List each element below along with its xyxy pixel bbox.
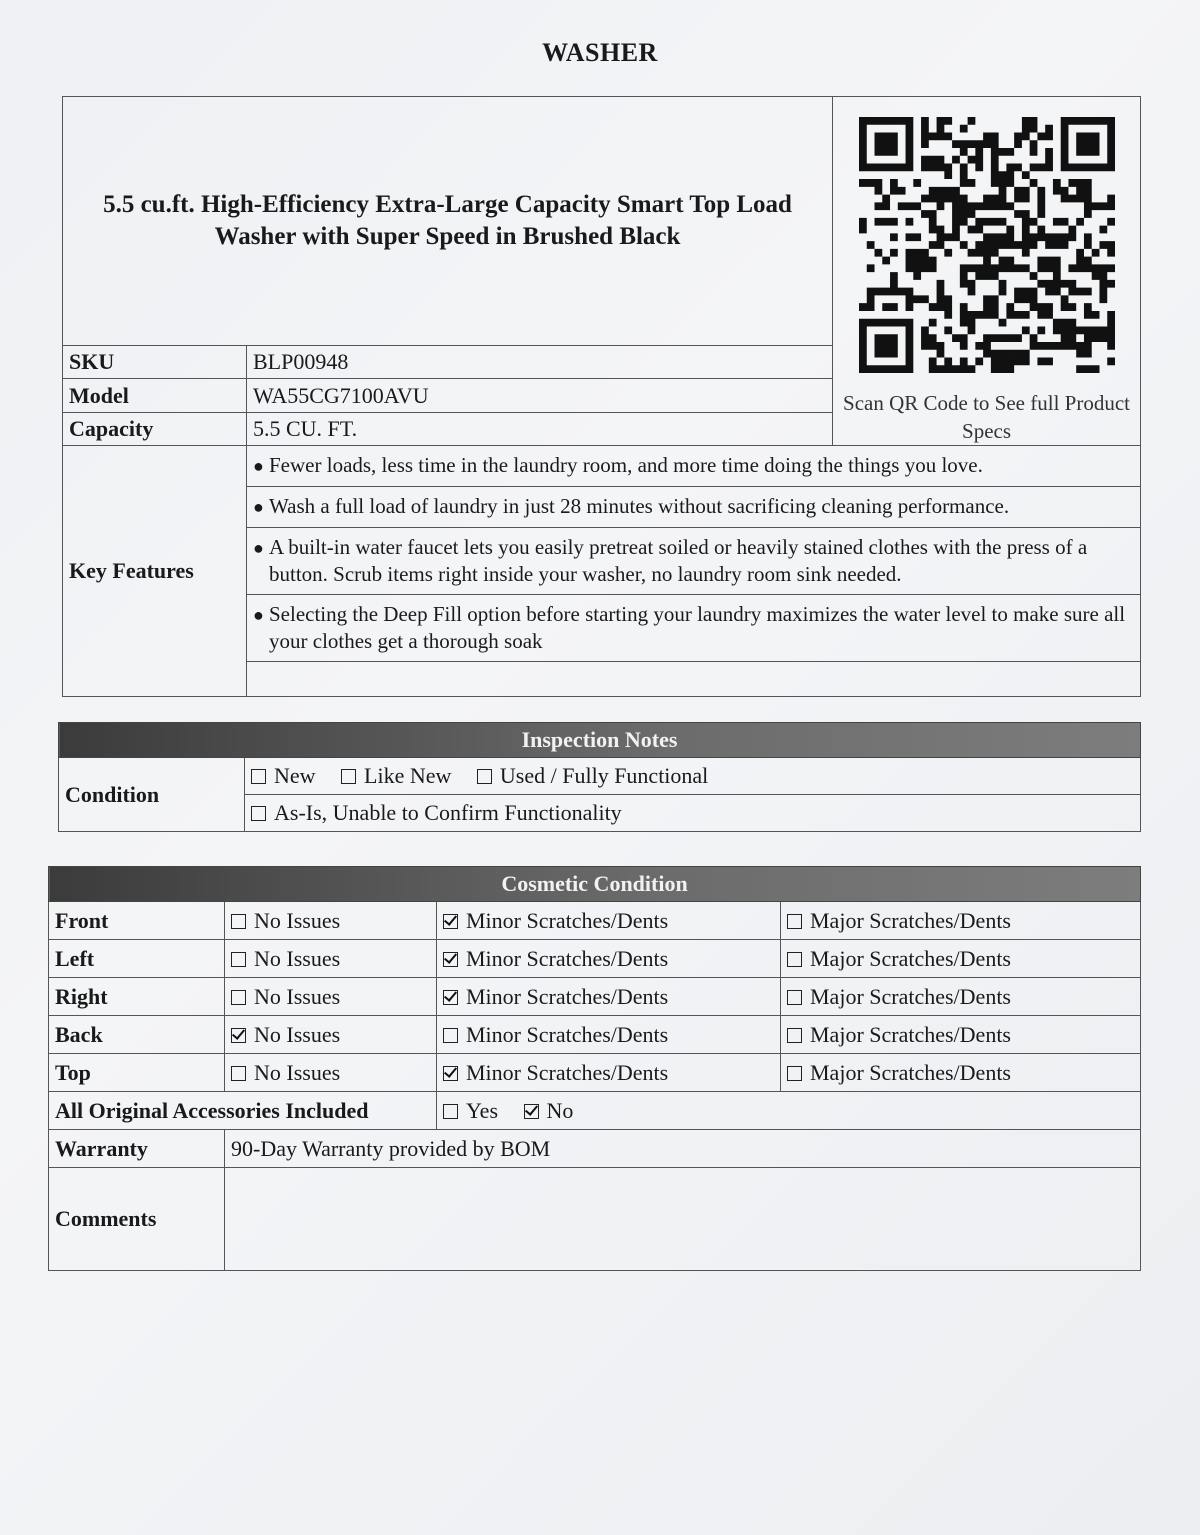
major-scratches-option[interactable]: Major Scratches/Dents: [781, 940, 1141, 978]
no-issues-option[interactable]: No Issues: [225, 978, 437, 1016]
minor-scratches-option[interactable]: Minor Scratches/Dents: [437, 940, 781, 978]
condition-new-option[interactable]: New: [251, 763, 316, 789]
condition-options-row: [245, 795, 1141, 832]
warranty-label: Warranty: [49, 1130, 225, 1168]
checkbox-icon[interactable]: [443, 990, 458, 1005]
accessories-row: [49, 1092, 1141, 1130]
checkbox-icon[interactable]: [443, 1066, 458, 1081]
checkbox-icon[interactable]: [231, 1028, 246, 1043]
condition-used-option[interactable]: Used / Fully Functional: [477, 763, 708, 789]
checkbox-icon[interactable]: [524, 1104, 539, 1119]
product-title: 5.5 cu.ft. High-Efficiency Extra-Large Capacity Smart Top Load Washer with Super Speed in Brushed Black: [63, 97, 833, 346]
accessories-no-option[interactable]: No: [524, 1098, 574, 1124]
comments-field[interactable]: [225, 1168, 1141, 1271]
side-label: Back: [49, 1016, 225, 1054]
qr-modules: [859, 117, 1115, 373]
feature-item: ● Wash a full load of laundry in just 28 minutes without sacrificing cleaning performance.: [247, 487, 1141, 528]
warranty-value: 90-Day Warranty provided by BOM: [225, 1130, 1141, 1168]
minor-scratches-option[interactable]: Minor Scratches/Dents: [437, 902, 781, 940]
checkbox-icon[interactable]: [787, 1066, 802, 1081]
inspection-notes-header: Inspection Notes: [59, 723, 1141, 758]
cosmetic-row-top: [49, 1054, 1141, 1092]
accessories-yes-option[interactable]: Yes: [443, 1098, 498, 1124]
condition-options-row: [245, 758, 1141, 795]
inspection-notes-table: [58, 722, 1141, 832]
side-label: Top: [49, 1054, 225, 1092]
checkbox-icon[interactable]: [443, 914, 458, 929]
sku-label: SKU: [63, 346, 247, 379]
major-scratches-option[interactable]: Major Scratches/Dents: [781, 978, 1141, 1016]
minor-scratches-option[interactable]: Minor Scratches/Dents: [437, 1016, 781, 1054]
checkbox-icon[interactable]: [443, 1028, 458, 1043]
checkbox-icon[interactable]: [787, 990, 802, 1005]
model-value: WA55CG7100AVU: [247, 379, 833, 412]
checkbox-icon[interactable]: [251, 806, 266, 821]
sku-value: BLP00948: [247, 346, 833, 379]
product-info-table: [62, 96, 1141, 697]
checkbox-icon[interactable]: [477, 769, 492, 784]
checkbox-icon[interactable]: [787, 1028, 802, 1043]
qr-caption: Scan QR Code to See full Product Specs: [843, 391, 1130, 443]
checkbox-icon[interactable]: [231, 914, 246, 929]
cosmetic-row-right: [49, 978, 1141, 1016]
minor-scratches-option[interactable]: Minor Scratches/Dents: [437, 978, 781, 1016]
no-issues-option[interactable]: No Issues: [225, 902, 437, 940]
major-scratches-option[interactable]: Major Scratches/Dents: [781, 902, 1141, 940]
checkbox-icon[interactable]: [231, 1066, 246, 1081]
feature-item: ● A built-in water faucet lets you easily pretreat soiled or heavily stained clothes with the press of a button. Scrub items right inside your washer, no laundry room sink needed.: [247, 528, 1141, 595]
feature-item: ● Selecting the Deep Fill option before starting your laundry maximizes the water level to make sure all your clothes get a thorough soak: [247, 595, 1141, 662]
bullet-icon: ●: [253, 456, 264, 476]
cosmetic-condition-table: [48, 866, 1141, 1271]
feature-item: ● Fewer loads, less time in the laundry room, and more time doing the things you love.: [247, 446, 1141, 487]
no-issues-option[interactable]: No Issues: [225, 1054, 437, 1092]
checkbox-icon[interactable]: [787, 914, 802, 929]
minor-scratches-option[interactable]: Minor Scratches/Dents: [437, 1054, 781, 1092]
checkbox-icon[interactable]: [443, 952, 458, 967]
qr-code-icon[interactable]: [859, 117, 1115, 373]
warranty-row: [49, 1130, 1141, 1168]
bullet-icon: ●: [253, 538, 264, 558]
checkbox-icon[interactable]: [231, 990, 246, 1005]
qr-code-cell: [833, 97, 1141, 446]
no-issues-option[interactable]: No Issues: [225, 940, 437, 978]
key-features-label: Key Features: [63, 446, 247, 697]
comments-row: [49, 1168, 1141, 1271]
checkbox-icon[interactable]: [251, 769, 266, 784]
checkbox-icon[interactable]: [443, 1104, 458, 1119]
condition-as-is-option[interactable]: As-Is, Unable to Confirm Functionality: [251, 800, 622, 826]
comments-label: Comments: [49, 1168, 225, 1271]
document-title: WASHER: [542, 38, 658, 67]
capacity-label: Capacity: [63, 412, 247, 445]
condition-like-new-option[interactable]: Like New: [341, 763, 451, 789]
side-label: Right: [49, 978, 225, 1016]
model-label: Model: [63, 379, 247, 412]
cosmetic-row-back: [49, 1016, 1141, 1054]
cosmetic-condition-header: Cosmetic Condition: [49, 867, 1141, 902]
capacity-value: 5.5 CU. FT.: [247, 412, 833, 445]
no-issues-option[interactable]: No Issues: [225, 1016, 437, 1054]
side-label: Front: [49, 902, 225, 940]
major-scratches-option[interactable]: Major Scratches/Dents: [781, 1054, 1141, 1092]
feature-empty-row: [247, 662, 1141, 697]
accessories-label: All Original Accessories Included: [49, 1092, 437, 1130]
major-scratches-option[interactable]: Major Scratches/Dents: [781, 1016, 1141, 1054]
bullet-icon: ●: [253, 605, 264, 625]
bullet-icon: ●: [253, 497, 264, 517]
side-label: Left: [49, 940, 225, 978]
checkbox-icon[interactable]: [341, 769, 356, 784]
checkbox-icon[interactable]: [231, 952, 246, 967]
cosmetic-row-left: [49, 940, 1141, 978]
cosmetic-row-front: [49, 902, 1141, 940]
condition-label: Condition: [59, 758, 245, 832]
checkbox-icon[interactable]: [787, 952, 802, 967]
accessories-options: [437, 1092, 1141, 1130]
